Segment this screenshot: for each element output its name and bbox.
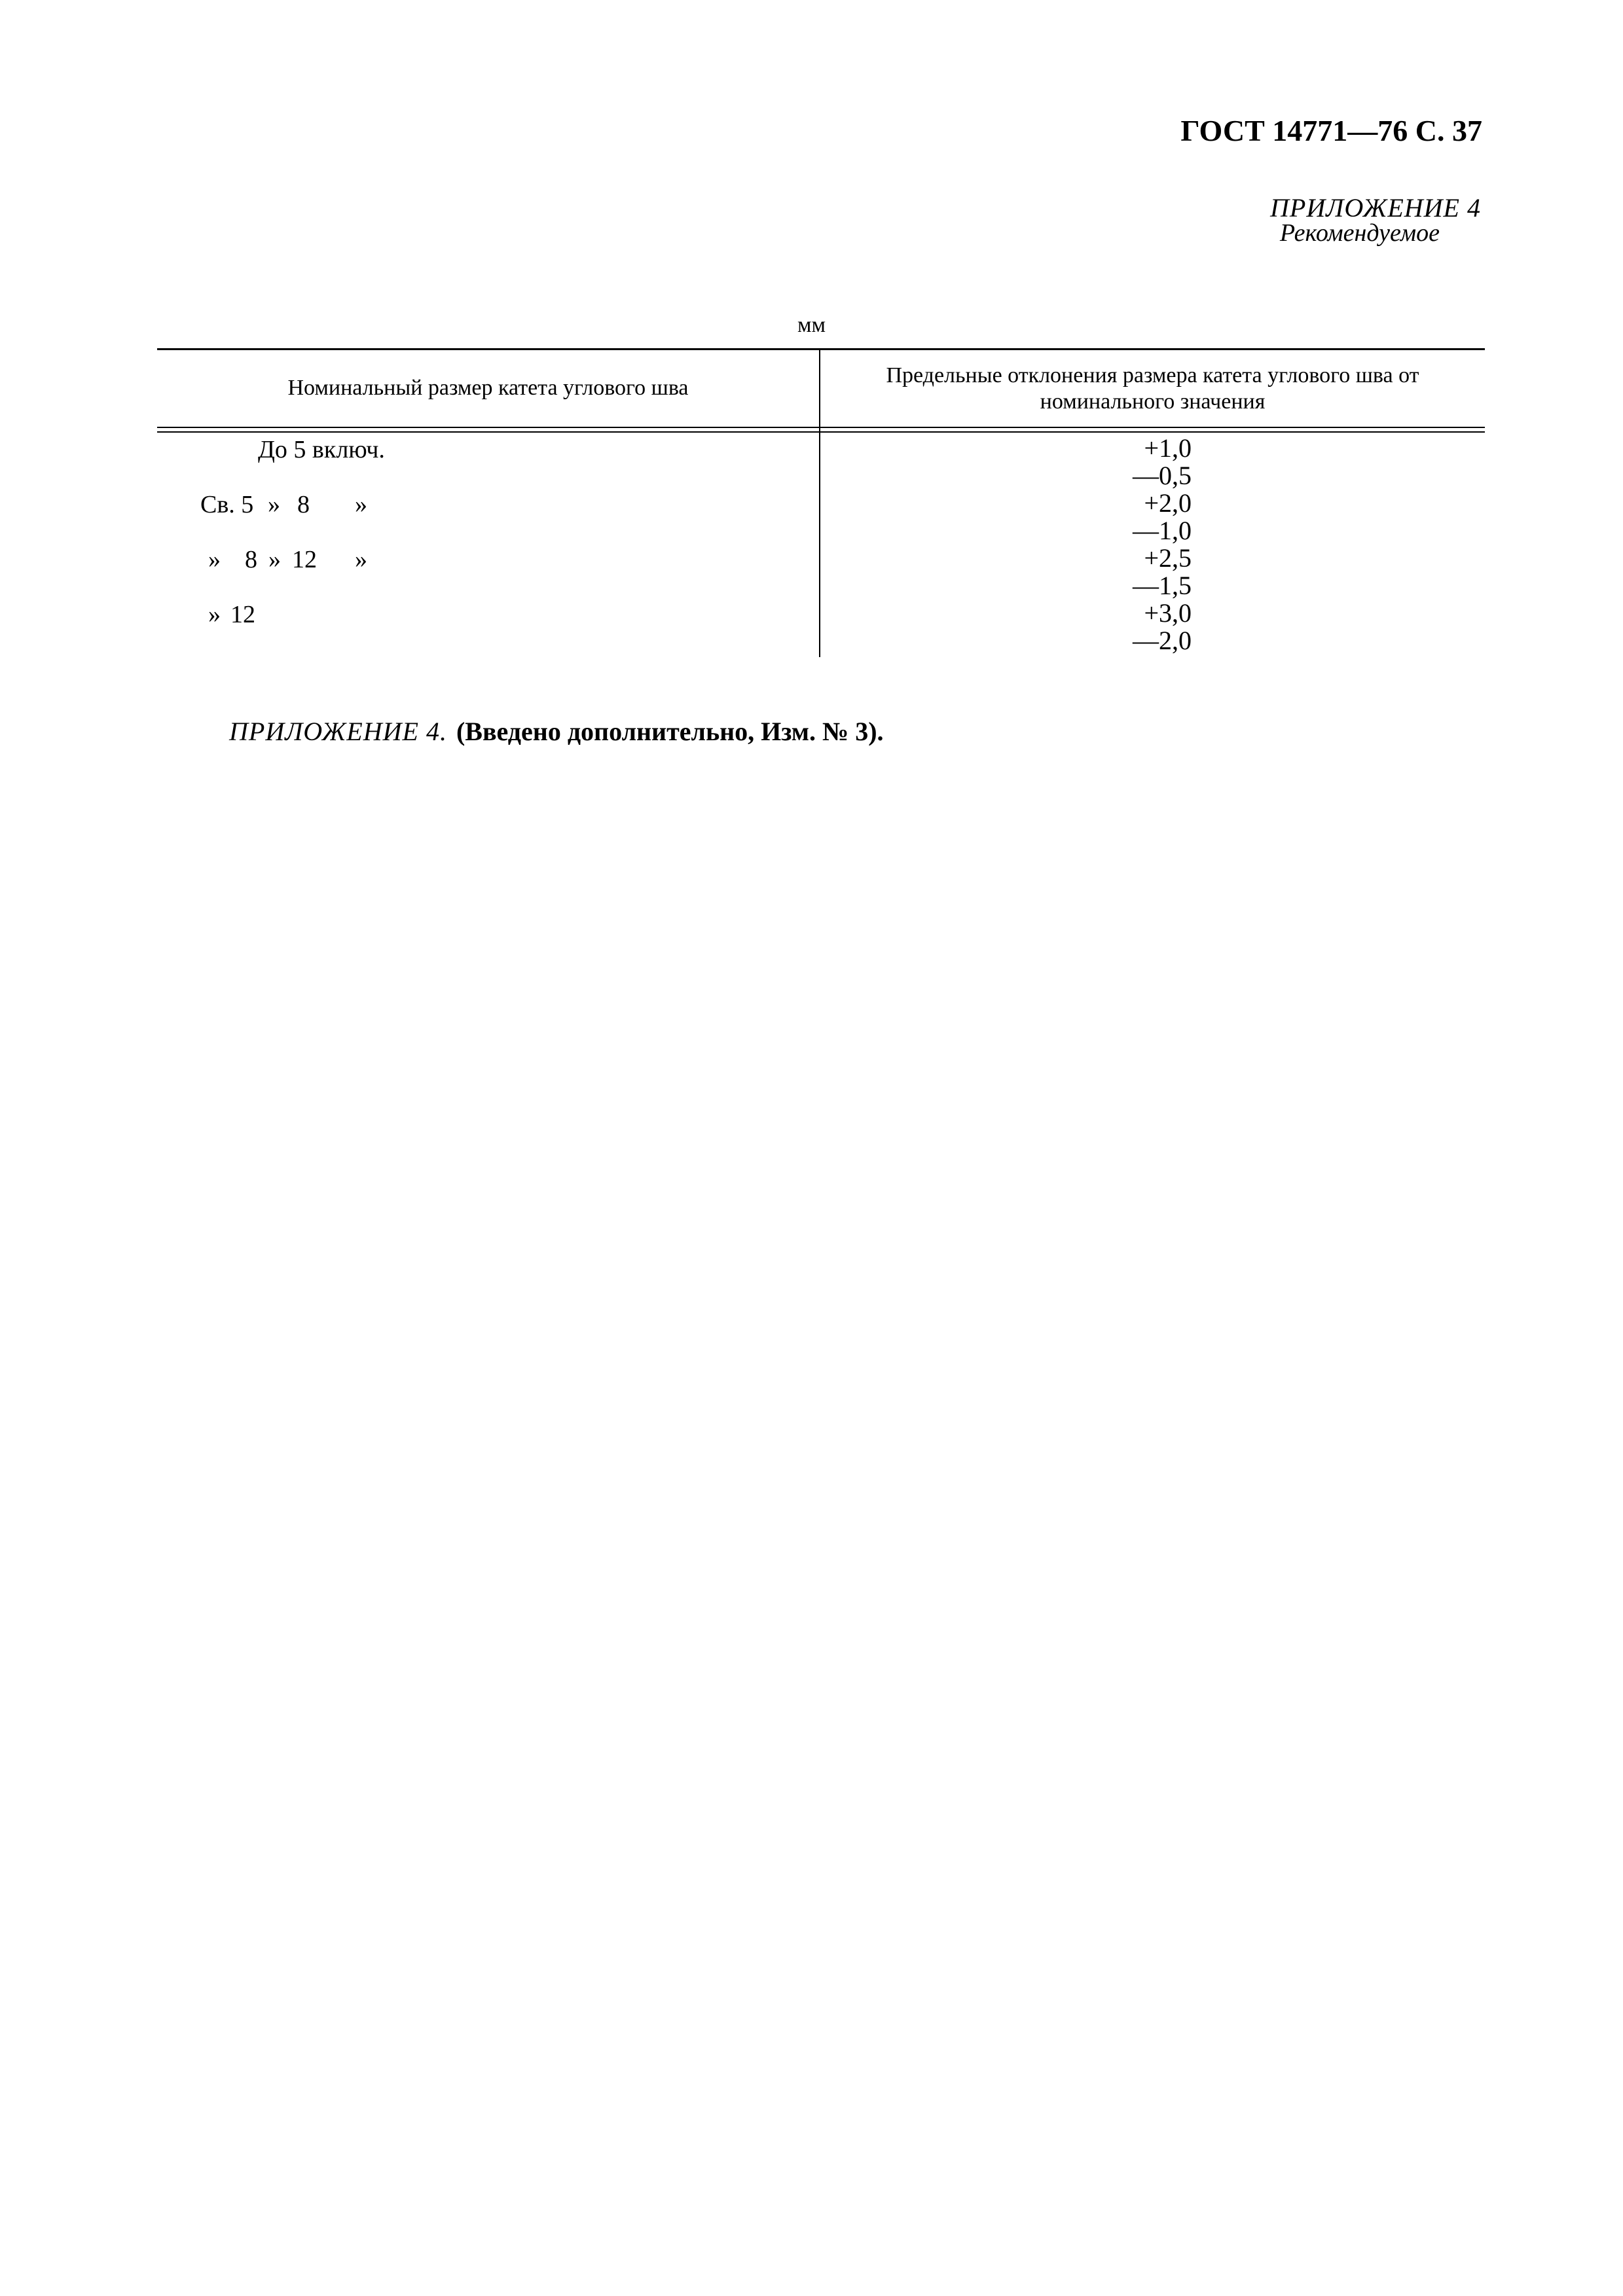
row-size-number: 8 (245, 546, 257, 573)
upper-deviation: +3,0 (1144, 598, 1192, 628)
ditto-mark: » (208, 601, 221, 628)
column-header-deviation: Предельные отклонения размера катета углового шва от номинального значения (886, 363, 1419, 414)
row-size-number: 8 (297, 491, 310, 518)
upper-deviation: +2,5 (1144, 543, 1192, 573)
table-header-rule (157, 427, 1485, 428)
upper-deviation: +2,0 (1144, 488, 1192, 518)
lower-deviation: —0,5 (1133, 461, 1192, 490)
row-size-text: Св. 5 (200, 491, 254, 518)
lower-deviation: —2,0 (1133, 626, 1192, 655)
table-header-rule-second (157, 431, 1485, 433)
lower-deviation: —1,5 (1133, 571, 1192, 600)
upper-deviation: +1,0 (1144, 433, 1192, 463)
lower-deviation: —1,0 (1133, 516, 1192, 545)
ditto-mark: » (268, 546, 281, 573)
appendix-title: ПРИЛОЖЕНИЕ 4 (1270, 193, 1481, 223)
ditto-mark: » (355, 546, 367, 573)
footnote-amendment-note: (Введено дополнительно, Изм. № 3). (456, 717, 884, 746)
row-tolerance (1074, 490, 1192, 545)
row-size-number: 12 (292, 546, 317, 573)
table-unit: мм (797, 313, 826, 337)
row-tolerance (1074, 600, 1192, 655)
row-tolerance (1074, 545, 1192, 600)
ditto-mark: » (208, 546, 221, 573)
row-size-number: 12 (230, 601, 255, 628)
row-tolerance (1074, 435, 1192, 490)
appendix-footnote (229, 716, 884, 747)
table-top-rule (157, 348, 1485, 350)
footnote-appendix-ref: ПРИЛОЖЕНИЕ 4. (229, 717, 447, 746)
appendix-status: Рекомендуемое (1279, 219, 1440, 247)
ditto-mark: » (268, 491, 280, 518)
row-size-text: До 5 включ. (258, 436, 385, 463)
column-header-nominal-size: Номинальный размер катета углового шва (287, 376, 689, 400)
ditto-mark: » (355, 491, 367, 518)
document-header-code: ГОСТ 14771—76 С. 37 (1180, 114, 1482, 147)
